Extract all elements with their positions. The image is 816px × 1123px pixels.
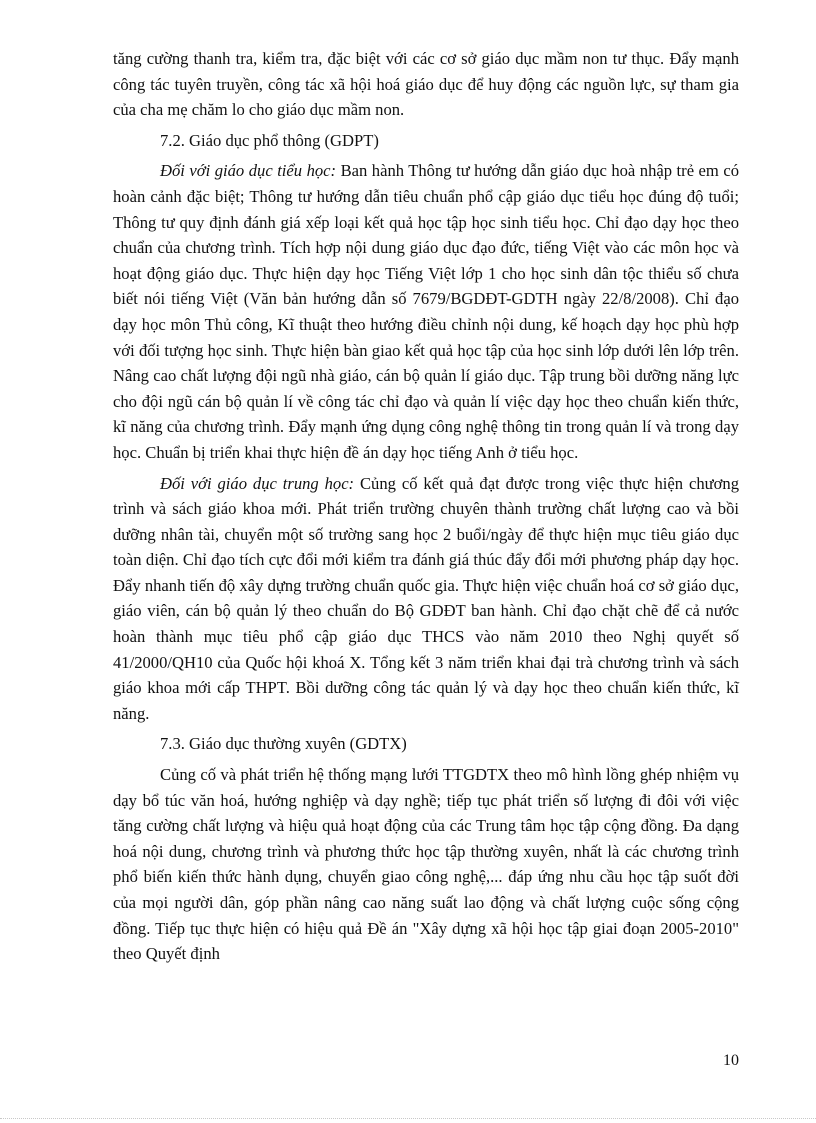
lead-primary-education: Đối với giáo dục tiểu học: xyxy=(160,161,337,181)
body-primary-education: Ban hành Thông tư hướng dẫn giáo dục hoà nhập trẻ em có hoàn cảnh đặc biệt; Thông tư hướng dẫn tiêu chuẩn phổ cập giáo dục tiểu học đúng độ tuổi; Thông tư quy định đánh giá xếp loại kết quả học tập học sinh tiểu học. Chỉ đạo dạy học theo chuẩn của chương trình. Tích hợp nội dung giáo dục đạo đức, tiếng Việt vào các môn học và hoạt động giáo dục. Thực hiện dạy học Tiếng Việt lớp 1 cho học sinh dân tộc thiểu số chưa biết nói tiếng Việt (Văn bản hướng dẫn số 7679/BGDĐT-GDTH ngày 22/8/2008). Chỉ đạo dạy học môn Thủ công, Kĩ thuật theo hướng điều chỉnh nội dung, kế hoạch dạy học phù hợp với đối tượng học sinh. Thực hiện bàn giao kết quả học tập của học sinh lớp dưới lên lớp trên. Nâng cao chất lượng đội ngũ nhà giáo, cán bộ quản lí giáo dục. Tập trung bồi dưỡng năng lực cho đội ngũ cán bộ quản lí về công tác chỉ đạo và quản lí việc dạy học theo chuẩn kiến thức, kĩ năng của chương trình. Đẩy mạnh ứng dụng công nghệ thông tin trong quản lí và trong dạy học. Chuẩn bị triển khai thực hiện đề án dạy học tiếng Anh ở tiểu học. xyxy=(113,161,739,462)
paragraph-secondary-education xyxy=(113,471,739,727)
lead-secondary-education: Đối với giáo dục trung học: xyxy=(160,473,355,493)
heading-7-2: 7.2. Giáo dục phổ thông (GDPT) xyxy=(160,130,379,150)
paragraph-primary-education xyxy=(113,158,739,465)
page-body xyxy=(113,46,739,967)
page-number: 10 xyxy=(723,1052,739,1069)
heading-7-3: 7.3. Giáo dục thường xuyên (GDTX) xyxy=(160,734,407,754)
paragraph-preschool-continuation: tăng cường thanh tra, kiểm tra, đặc biệt với các cơ sở giáo dục mầm non tư thục. Đẩy mạnh công tác tuyên truyền, công tác xã hội hoá giáo dục để huy động các nguồn lực, sự tham gia của cha mẹ chăm lo cho giáo dục mầm non. xyxy=(113,49,739,120)
paragraph-continuing-education: Củng cố và phát triển hệ thống mạng lưới TTGDTX theo mô hình lồng ghép nhiệm vụ dạy bổ túc văn hoá, hướng nghiệp và dạy nghề; tiếp tục phát triển số lượng đi đôi với việc tăng cường chất lượng và hiệu quả hoạt động của các Trung tâm học tập cộng đồng. Đa dạng hoá nội dung, chương trình và phương thức học tập thường xuyên, nhất là các chương trình phổ biến kiến thức hành dụng, chuyển giao công nghệ,... đáp ứng nhu cầu học tập suốt đời của mọi người dân, góp phần nâng cao năng suất lao động và chất lượng cuộc sống cộng đồng. Tiếp tục thực hiện có hiệu quả Đề án "Xây dựng xã hội học tập giai đoạn 2005-2010" theo Quyết định xyxy=(113,765,739,964)
page-bottom-divider xyxy=(0,1118,816,1119)
body-secondary-education: Củng cố kết quả đạt được trong việc thực hiện chương trình và sách giáo khoa mới. Phát triển trường chuyên thành trường chất lượng cao và bồi dưỡng nhân tài, chuyển một số trường sang học 2 buổi/ngày để thực hiện mục tiêu giáo dục toàn diện. Chỉ đạo tích cực đổi mới kiểm tra đánh giá thúc đẩy đổi mới phương pháp dạy học. Đẩy nhanh tiến độ xây dựng trường chuẩn quốc gia. Thực hiện việc chuẩn hoá cơ sở giáo dục, giáo viên, cán bộ quản lý theo chuẩn do Bộ GDĐT ban hành. Chỉ đạo chặt chẽ để cả nước hoàn thành mục tiêu phổ cập giáo dục THCS vào năm 2010 theo Nghị quyết số 41/2000/QH10 của Quốc hội khoá X. Tổng kết 3 năm triển khai đại trà chương trình và sách giáo khoa mới cấp THPT. Bồi dưỡng công tác quản lý và dạy học theo chuẩn kiến thức, kĩ năng. xyxy=(113,473,739,723)
